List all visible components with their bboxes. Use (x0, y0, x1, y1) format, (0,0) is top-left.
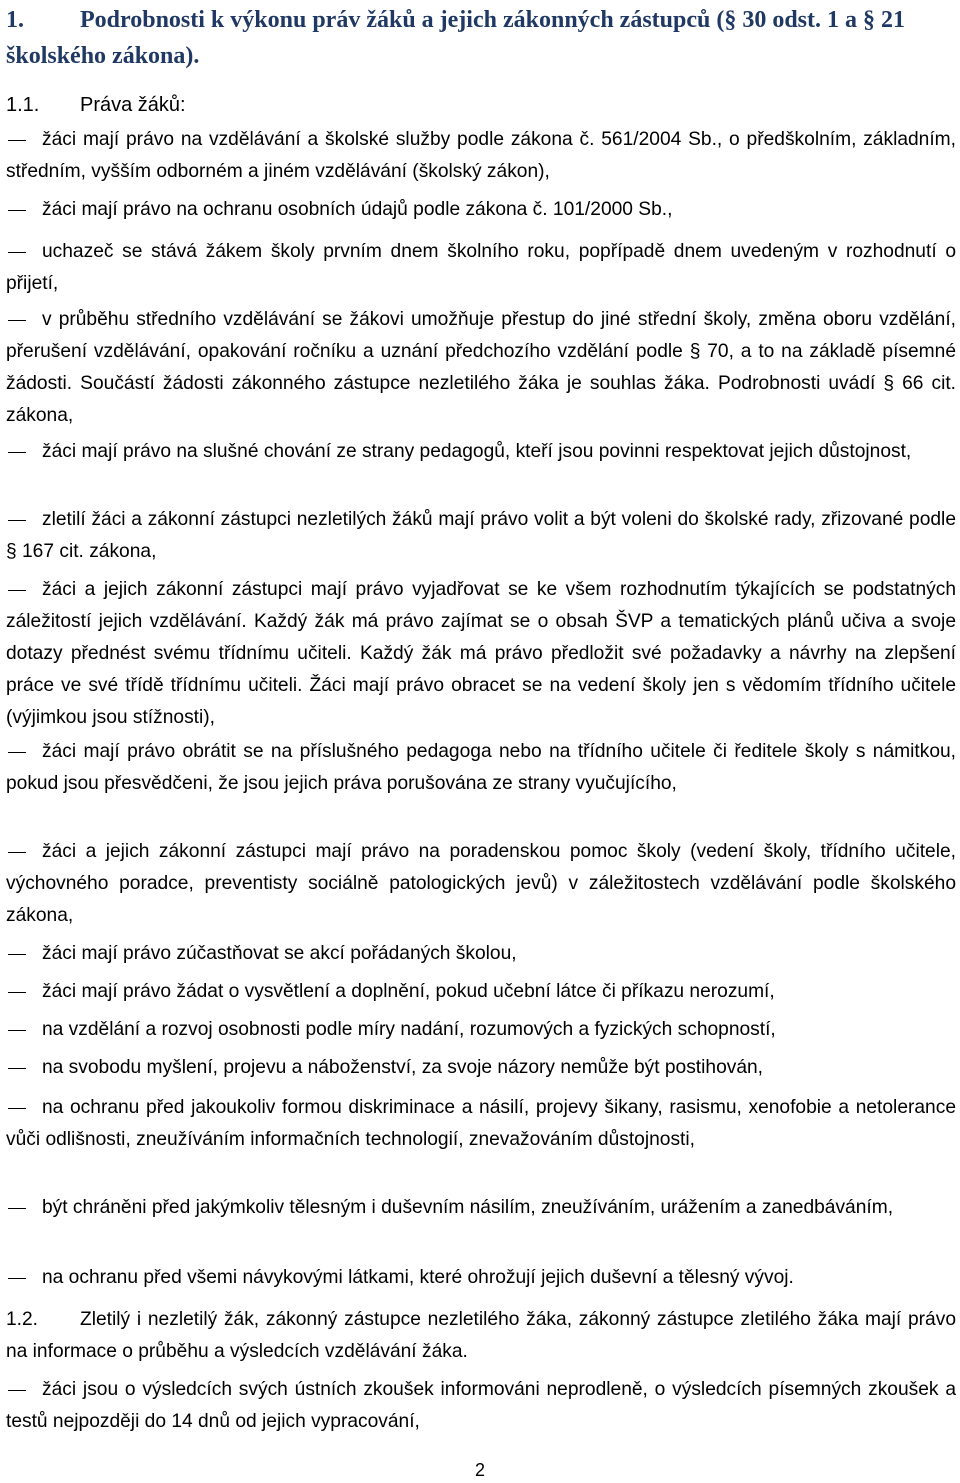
page-number: 2 (474, 1460, 485, 1480)
list-item: žáci mají právo na ochranu osobních údajů podle zákona č. 101/2000 Sb., (6, 194, 956, 226)
section-number: 1. (6, 7, 24, 33)
list-item: na vzdělání a rozvoj osobnosti podle míry nadání, rozumových a fyzických schopností, (6, 1014, 956, 1046)
subsection-number: 1.2. (6, 1309, 39, 1330)
list-item: na ochranu před všemi návykovými látkami, které ohrožují jejich duševní a tělesný vývoj. (6, 1262, 956, 1294)
list-item: žáci a jejich zákonní zástupci mají právo na poradenskou pomoc školy (vedení školy, třídního učitele, výchovného poradce, preventisty sociálně patologických jevů) v záležitostech vzdělávání podle školského zákona, (6, 836, 956, 932)
section-heading (6, 2, 956, 74)
list-item: být chráněni před jakýmkoliv tělesným i duševním násilím, zneužíváním, urážením a zanedbáváním, (6, 1192, 956, 1224)
list-item: uchazeč se stává žákem školy prvním dnem školního roku, popřípadě dnem uvedeným v rozhodnutí o přijetí, (6, 236, 956, 300)
list-item: žáci mají právo zúčastňovat se akcí pořádaných školou, (6, 938, 956, 970)
list-item: žáci a jejich zákonní zástupci mají právo vyjadřovat se ke všem rozhodnutím týkajících se podstatných záležitostí jejich vzdělávání. Každý žák má právo zajímat se o obsah ŠVP a tematických plánů učiva a svoje dotazy přednést svému třídnímu učiteli. Každý žák má právo předložit své požadavky a návrhy na zlepšení práce ve své třídě třídnímu učiteli. Žáci mají právo obracet se na vedení školy jen s vědomím třídního učitele (výjimkou jsou stížnosti), (6, 574, 956, 734)
list-item: žáci mají právo na slušné chování ze strany pedagogů, kteří jsou povinni respektovat jejich důstojnost, (6, 436, 956, 468)
subsection-text: Zletilý i nezletilý žák, zákonný zástupce nezletilého žáka, zákonný zástupce zletilého žáka mají právo na informace o průběhu a výsledcích vzdělávání žáka. (6, 1309, 956, 1362)
list-item: žáci mají právo obrátit se na příslušného pedagoga nebo na třídního učitele či ředitele školy s námitkou, pokud jsou přesvědčeni, že jsou jejich práva porušována ze strany vyučujícího, (6, 736, 956, 800)
subsection-title: Práva žáků: (80, 94, 186, 116)
list-item: žáci jsou o výsledcích svých ústních zkoušek informováni neprodleně, o výsledcích písemných zkoušek a testů nejpozději do 14 dnů od jejich vypracování, (6, 1374, 956, 1438)
section-title: Podrobnosti k výkonu práv žáků a jejich zákonných zástupců (§ 30 odst. 1 a § 21 školského zákona). (6, 7, 906, 69)
list-item: žáci mají právo na vzdělávání a školské služby podle zákona č. 561/2004 Sb., o předškolním, základním, středním, vyšším odborném a jiném vzdělávání (školský zákon), (6, 124, 956, 188)
subsection-number: 1.1. (6, 94, 40, 116)
list-item: žáci mají právo žádat o vysvětlení a doplnění, pokud učební látce či příkazu nerozumí, (6, 976, 956, 1008)
list-item: na ochranu před jakoukoliv formou diskriminace a násilí, projevy šikany, rasismu, xenofobie a netolerance vůči odlišnosti, zneužíváním informačních technologií, znevažováním důstojnosti, (6, 1092, 956, 1156)
list-item: v průběhu středního vzdělávání se žákovi umožňuje přestup do jiné střední školy, změna oboru vzdělání, přerušení vzdělávání, opakování ročníku a uznání předchozího vzdělání podle § 70, a to na základě písemné žádosti. Součástí žádosti zákonného zástupce nezletilého žáka je souhlas žáka. Podrobnosti uvádí § 66 cit. zákona, (6, 304, 956, 432)
list-item: na svobodu myšlení, projevu a náboženství, za svoje názory nemůže být postihován, (6, 1052, 956, 1084)
list-item: zletilí žáci a zákonní zástupci nezletilých žáků mají právo volit a být voleni do školské rady, zřizované podle § 167 cit. zákona, (6, 504, 956, 568)
subsection-1-2 (6, 1304, 956, 1368)
subsection-heading (6, 90, 186, 120)
